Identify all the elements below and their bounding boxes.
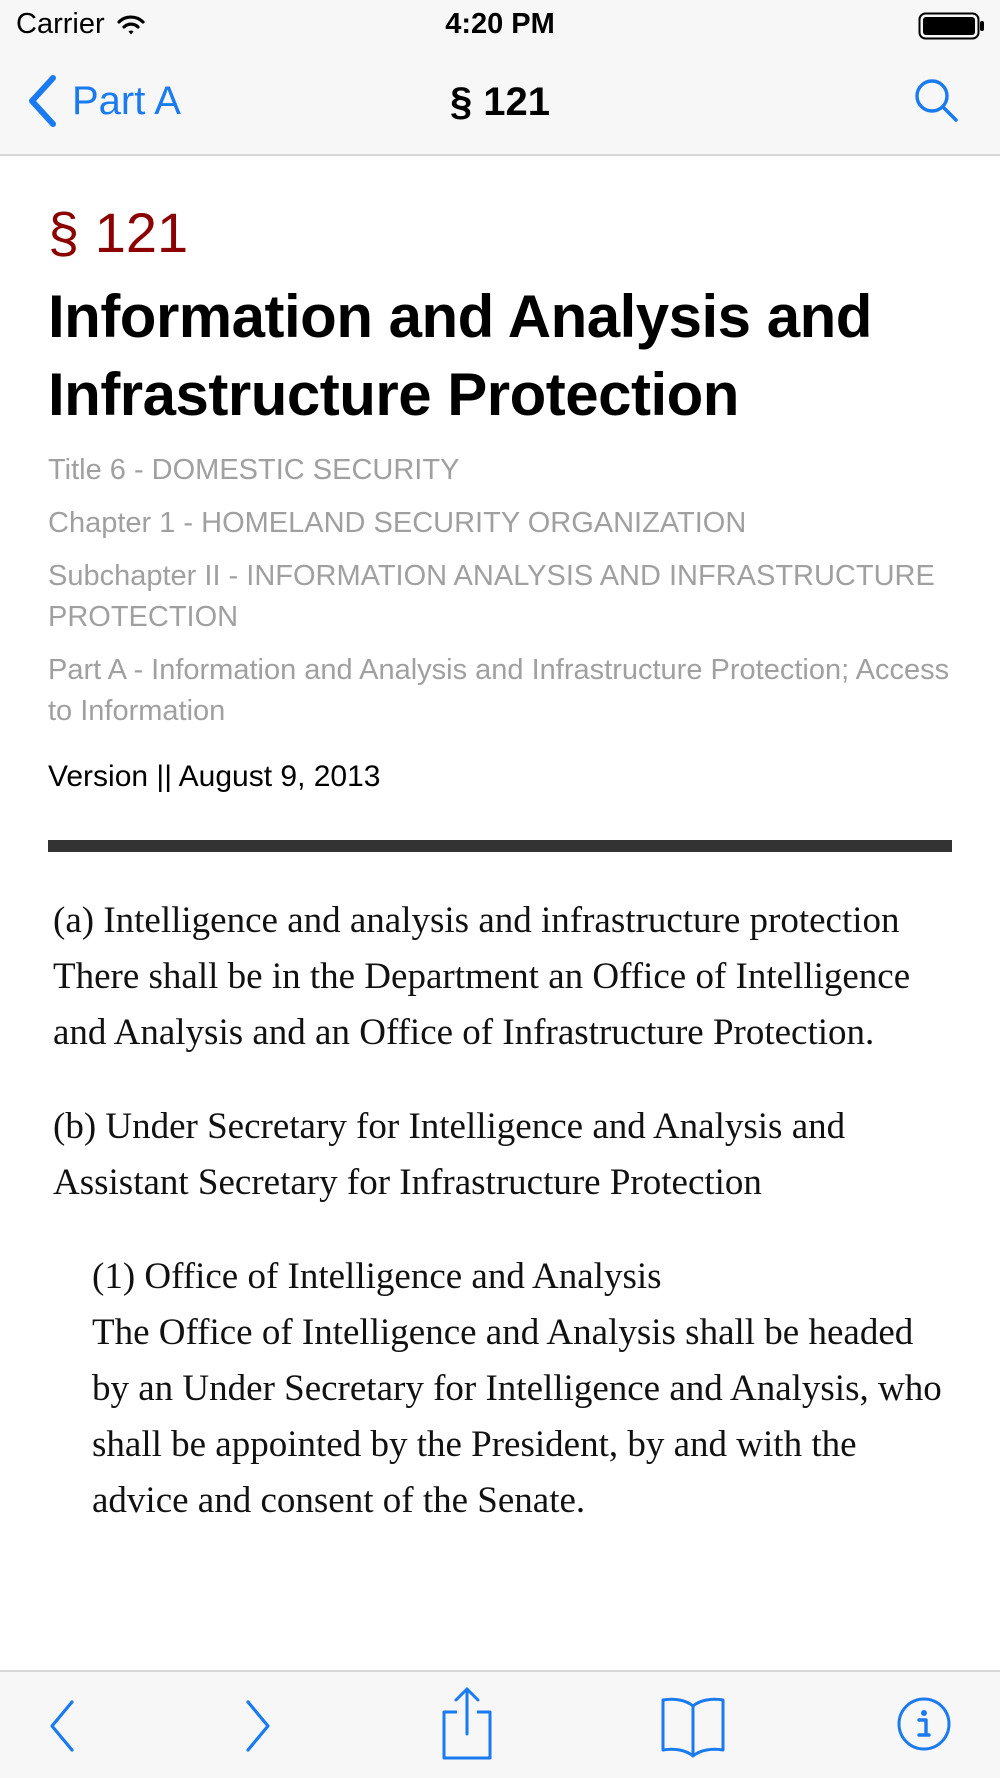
section-header <box>48 200 952 798</box>
paragraph-b1 <box>53 1249 953 1529</box>
subsection-b-heading: (b) Under Secretary for Intelligence and Analysis and Assistant Secretary for Infrastructure Protection <box>53 1106 846 1203</box>
battery-icon <box>918 12 986 40</box>
bookmarks-icon[interactable] <box>660 1694 726 1758</box>
status-bar <box>0 0 1000 50</box>
section-heading: Information and Analysis and Infrastructure Protection <box>48 283 872 428</box>
version-info: Version || August 9, 2013 <box>48 760 381 793</box>
paragraph-b1-text: The Office of Intelligence and Analysis shall be headed by an Under Secretary for Intelligence and Analysis, who shall be appointed by the President, by and with the advice and consent of the Senate. <box>92 1312 942 1521</box>
bottom-toolbar <box>0 1670 1000 1778</box>
statute-body <box>53 893 953 1529</box>
info-icon[interactable] <box>896 1696 952 1752</box>
share-icon[interactable] <box>440 1686 494 1762</box>
status-time: 4:20 PM <box>445 8 555 40</box>
nav-title: § 121 <box>449 80 551 124</box>
back-button-label: Part A <box>72 78 181 123</box>
subsection-a-text: There shall be in the Department an Office of Intelligence and Analysis and an Office of Infrastructure Protection. <box>53 956 911 1053</box>
breadcrumb-subchapter: Subchapter II - INFORMATION ANALYSIS AND INFRASTRUCTURE PROTECTION <box>48 560 935 633</box>
section-number: § 121 <box>48 201 189 264</box>
carrier-label: Carrier <box>16 8 105 40</box>
subsection-a-heading: (a) Intelligence and analysis and infrastructure protection <box>53 900 900 941</box>
breadcrumb-title: Title 6 - DOMESTIC SECURITY <box>48 454 460 486</box>
navigation-bar <box>0 50 1000 156</box>
back-arrow-icon[interactable] <box>44 1694 80 1758</box>
breadcrumb-chapter: Chapter 1 - HOMELAND SECURITY ORGANIZATION <box>48 507 747 539</box>
paragraph-b1-heading: (1) Office of Intelligence and Analysis <box>92 1256 662 1297</box>
divider-rule <box>48 840 952 852</box>
search-icon[interactable] <box>912 76 960 124</box>
forward-arrow-icon[interactable] <box>240 1694 276 1758</box>
breadcrumb-part: Part A - Information and Analysis and Infrastructure Protection; Access to Information <box>48 654 950 727</box>
